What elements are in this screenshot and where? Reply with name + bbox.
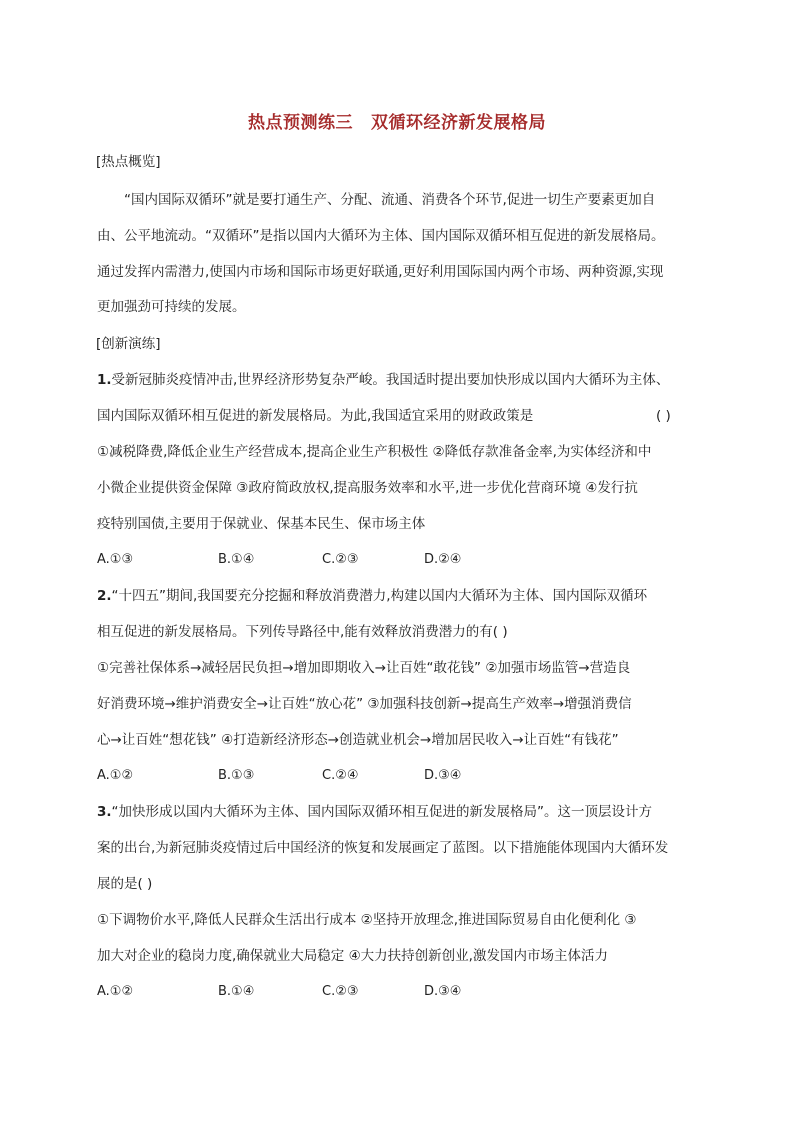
- question-item-line: ①完善社保体系→减轻居民负担→增加即期收入→让百姓“敢花钱” ②加强市场监管→营造良: [97, 660, 631, 676]
- question-stem-line: “十四五”期间,我国要充分挖掘和释放消费潜力,构建以国内大循环为主体、国内国际双循环: [111, 588, 648, 604]
- page-title: [0, 108, 794, 133]
- option-c[interactable]: C.②④: [322, 768, 359, 783]
- question-number: 3.: [97, 804, 112, 820]
- overview-line: “国内国际双循环”就是要打通生产、分配、流通、消费各个环节,促进一切生产要素更加自: [124, 192, 656, 208]
- question-number: 2.: [97, 588, 112, 604]
- question-item-line: ①减税降费,降低企业生产经营成本,提高企业生产积极性 ②降低存款准备金率,为实体经济和中: [97, 444, 652, 460]
- question-2-stem: [97, 586, 647, 606]
- option-a[interactable]: A.①②: [97, 768, 134, 783]
- question-stem-line: 国内国际双循环相互促进的新发展格局。为此,我国适宜采用的财政政策是: [97, 408, 534, 424]
- question-item-line: 好消费环境→维护消费安全→让百姓“放心花” ③加强科技创新→提高生产效率→增强消费信: [97, 696, 632, 712]
- title-topic: 双循环经济新发展格局: [371, 113, 546, 133]
- question-item-line: 小微企业提供资金保障 ③政府简政放权,提高服务效率和水平,进一步优化营商环境 ④发行抗: [97, 480, 638, 496]
- option-d[interactable]: D.②④: [424, 552, 462, 567]
- overview-heading: [热点概览]: [96, 154, 161, 170]
- question-item-line: 疫特别国债,主要用于保就业、保基本民生、保市场主体: [97, 516, 426, 532]
- title-main: 热点预测练三: [248, 113, 353, 133]
- question-stem-line: “加快形成以国内大循环为主体、国内国际双循环相互促进的新发展格局”。这一顶层设计方: [111, 804, 653, 820]
- option-b[interactable]: B.①③: [218, 768, 255, 783]
- overview-line: 通过发挥内需潜力,使国内市场和国际市场更好联通,更好利用国际国内两个市场、两种资源,实现: [97, 264, 664, 280]
- option-d[interactable]: D.③④: [424, 768, 462, 783]
- overview-line: 由、公平地流动。“双循环”是指以国内大循环为主体、国内国际双循环相互促进的新发展格局。: [97, 228, 665, 244]
- question-item-line: 心→让百姓“想花钱” ④打造新经济形态→创造就业机会→增加居民收入→让百姓“有钱花”: [97, 732, 619, 748]
- question-item-line: 加大对企业的稳岗力度,确保就业大局稳定 ④大力扶持创新创业,激发国内市场主体活力: [97, 948, 608, 964]
- question-1-stem: [97, 370, 669, 390]
- option-b[interactable]: B.①④: [218, 984, 255, 999]
- option-c[interactable]: C.②③: [322, 552, 359, 567]
- option-c[interactable]: C.②③: [322, 984, 359, 999]
- overview-line: 更加强劲可持续的发展。: [97, 299, 246, 315]
- answer-blank: ( ): [656, 408, 671, 424]
- question-stem-line: 相互促进的新发展格局。下列传导路径中,能有效释放消费潜力的有( ): [97, 624, 508, 640]
- question-3-stem: [97, 802, 652, 822]
- practice-heading: [创新演练]: [96, 336, 161, 352]
- question-number: 1.: [97, 372, 112, 388]
- option-a[interactable]: A.①③: [97, 552, 134, 567]
- question-item-line: ①下调物价水平,降低人民群众生活出行成本 ②坚持开放理念,推进国际贸易自由化便利化 ③: [97, 912, 637, 928]
- question-stem-line: 案的出台,为新冠肺炎疫情过后中国经济的恢复和发展画定了蓝图。以下措施能体现国内大循环发: [97, 840, 669, 856]
- option-a[interactable]: A.①②: [97, 984, 134, 999]
- question-stem-line: 受新冠肺炎疫情冲击,世界经济形势复杂严峻。我国适时提出要加快形成以国内大循环为主体、: [111, 372, 670, 388]
- question-stem-line: 展的是( ): [97, 876, 153, 892]
- option-d[interactable]: D.③④: [424, 984, 462, 999]
- option-b[interactable]: B.①④: [218, 552, 255, 567]
